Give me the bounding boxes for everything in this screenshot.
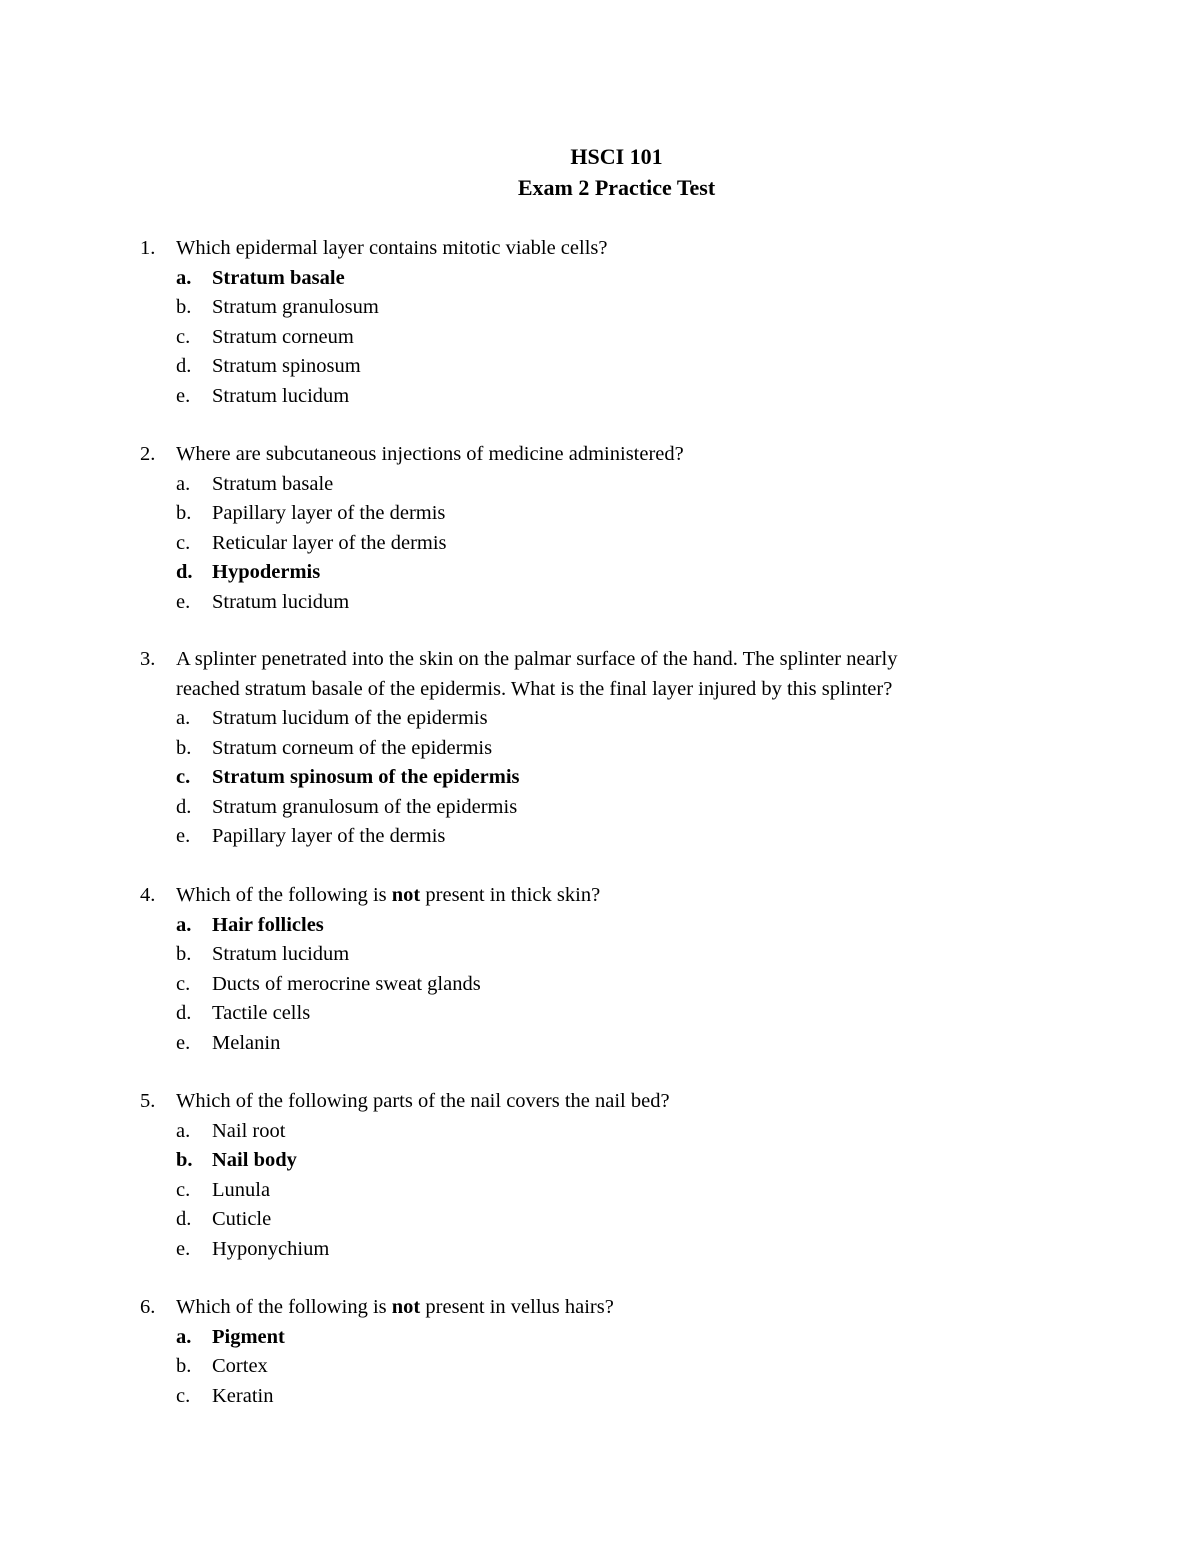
question-stem bbox=[140, 1087, 1140, 1117]
question-stem bbox=[140, 440, 1140, 470]
question-number: 5. bbox=[140, 1090, 156, 1112]
answer-option bbox=[140, 940, 1140, 970]
answer-option bbox=[140, 1117, 1140, 1147]
answer-option-correct bbox=[140, 763, 1140, 793]
option-text: Lunula bbox=[212, 1178, 271, 1201]
question-number: 2. bbox=[140, 443, 156, 465]
option-text: Stratum granulosum of the epidermis bbox=[212, 795, 518, 818]
question-1 bbox=[140, 234, 1140, 411]
question-text-before: Which of the following is bbox=[176, 1296, 392, 1318]
option-text: Cuticle bbox=[212, 1208, 272, 1230]
option-letter: b. bbox=[176, 296, 192, 318]
option-letter: d. bbox=[176, 355, 192, 377]
question-text-emphasis: not bbox=[391, 884, 421, 906]
question-number: 4. bbox=[140, 884, 156, 906]
option-letter: b. bbox=[176, 736, 192, 759]
option-letter: b. bbox=[176, 1149, 193, 1171]
answer-option bbox=[140, 1352, 1140, 1382]
option-letter: a. bbox=[176, 1119, 191, 1142]
question-5 bbox=[140, 1087, 1140, 1264]
question-2 bbox=[140, 440, 1140, 617]
option-text: Stratum corneum of the epidermis bbox=[212, 736, 493, 759]
option-letter: c. bbox=[176, 325, 191, 348]
option-letter: e. bbox=[176, 1237, 191, 1260]
option-letter: d. bbox=[176, 795, 192, 818]
answer-option-correct bbox=[140, 1323, 1140, 1353]
option-text: Stratum lucidum bbox=[212, 590, 350, 613]
option-text: Reticular layer of the dermis bbox=[212, 531, 447, 554]
option-text: Cortex bbox=[212, 1355, 268, 1377]
option-letter: c. bbox=[176, 972, 191, 995]
answer-option bbox=[140, 1235, 1140, 1265]
answer-option bbox=[140, 1382, 1140, 1412]
option-text: Keratin bbox=[212, 1384, 274, 1407]
question-stem bbox=[140, 881, 1140, 911]
question-6 bbox=[140, 1293, 1140, 1411]
option-letter: a. bbox=[176, 707, 191, 729]
option-text: Stratum spinosum bbox=[212, 355, 361, 377]
question-3 bbox=[140, 645, 1140, 852]
answer-option bbox=[140, 499, 1140, 529]
option-letter: e. bbox=[176, 590, 191, 613]
question-stem bbox=[140, 645, 1140, 675]
option-letter: d. bbox=[176, 1002, 192, 1024]
answer-option bbox=[140, 999, 1140, 1029]
document-title: HSCI 101 bbox=[570, 144, 663, 169]
question-text bbox=[176, 1293, 614, 1323]
answer-option bbox=[140, 734, 1140, 764]
option-letter: c. bbox=[176, 1178, 191, 1201]
option-text: Ducts of merocrine sweat glands bbox=[212, 972, 481, 995]
answer-option bbox=[140, 1176, 1140, 1206]
question-text bbox=[176, 881, 600, 911]
option-text: Tactile cells bbox=[212, 1002, 311, 1024]
question-number: 3. bbox=[140, 648, 156, 670]
question-text: Where are subcutaneous injections of medicine administered? bbox=[176, 443, 684, 465]
document-subtitle: Exam 2 Practice Test bbox=[517, 175, 716, 200]
question-stem-continuation bbox=[140, 675, 1140, 705]
question-text-after: present in thick skin? bbox=[420, 884, 601, 906]
option-text: Papillary layer of the dermis bbox=[212, 502, 446, 524]
answer-option-correct bbox=[140, 1146, 1140, 1176]
question-stem bbox=[140, 234, 1140, 264]
option-letter: e. bbox=[176, 825, 191, 847]
option-letter: c. bbox=[176, 1384, 191, 1407]
answer-option-correct bbox=[140, 911, 1140, 941]
option-letter: b. bbox=[176, 943, 192, 965]
option-letter: e. bbox=[176, 1031, 191, 1054]
option-text: Stratum lucidum of the epidermis bbox=[212, 707, 488, 729]
answer-option bbox=[140, 293, 1140, 323]
option-text: Melanin bbox=[212, 1031, 281, 1054]
option-letter: e. bbox=[176, 384, 191, 407]
option-text: Nail root bbox=[212, 1119, 286, 1142]
option-text: Stratum granulosum bbox=[212, 296, 379, 318]
answer-option bbox=[140, 352, 1140, 382]
option-text: Stratum spinosum of the epidermis bbox=[212, 766, 520, 788]
answer-option bbox=[140, 822, 1140, 852]
option-letter: a. bbox=[176, 913, 192, 936]
option-letter: a. bbox=[176, 266, 192, 289]
answer-option bbox=[140, 704, 1140, 734]
option-letter: c. bbox=[176, 766, 191, 788]
option-letter: d. bbox=[176, 1208, 192, 1230]
answer-option bbox=[140, 1029, 1140, 1059]
option-text: Stratum lucidum bbox=[212, 384, 350, 407]
option-text: Pigment bbox=[212, 1325, 285, 1348]
question-text-after: present in vellus hairs? bbox=[420, 1296, 614, 1318]
answer-option bbox=[140, 970, 1140, 1000]
question-text: Which of the following parts of the nail covers the nail bed? bbox=[176, 1090, 670, 1112]
question-4 bbox=[140, 881, 1140, 1058]
question-text: Which epidermal layer contains mitotic viable cells? bbox=[176, 237, 608, 259]
answer-option bbox=[140, 382, 1140, 412]
question-stem bbox=[140, 1293, 1140, 1323]
option-letter: b. bbox=[176, 502, 192, 524]
option-text: Stratum lucidum bbox=[212, 943, 350, 965]
answer-option bbox=[140, 470, 1140, 500]
option-text: Hypodermis bbox=[212, 561, 321, 583]
answer-option-correct bbox=[140, 558, 1140, 588]
option-text: Papillary layer of the dermis bbox=[212, 825, 446, 847]
question-text-before: Which of the following is bbox=[176, 884, 392, 906]
option-text: Stratum basale bbox=[212, 472, 334, 495]
option-letter: a. bbox=[176, 472, 191, 495]
answer-option bbox=[140, 529, 1140, 559]
option-text: Nail body bbox=[212, 1149, 297, 1171]
answer-option bbox=[140, 323, 1140, 353]
option-letter: c. bbox=[176, 531, 191, 554]
option-letter: b. bbox=[176, 1355, 192, 1377]
answer-option bbox=[140, 588, 1140, 618]
option-text: Hair follicles bbox=[212, 913, 324, 936]
option-text: Stratum corneum bbox=[212, 325, 354, 348]
option-text: Stratum basale bbox=[212, 266, 345, 289]
answer-option-correct bbox=[140, 264, 1140, 294]
question-text-line-2: reached stratum basale of the epidermis. What is the final layer injured by this splinter? bbox=[176, 677, 893, 700]
question-text-line-1: A splinter penetrated into the skin on the palmar surface of the hand. The splinter nearly bbox=[176, 648, 898, 670]
answer-option bbox=[140, 1205, 1140, 1235]
question-number: 1. bbox=[140, 237, 156, 259]
option-letter: d. bbox=[176, 561, 193, 583]
answer-option bbox=[140, 793, 1140, 823]
question-number: 6. bbox=[140, 1296, 156, 1318]
option-text: Hyponychium bbox=[212, 1237, 330, 1260]
option-letter: a. bbox=[176, 1325, 192, 1348]
question-text-emphasis: not bbox=[391, 1296, 421, 1318]
